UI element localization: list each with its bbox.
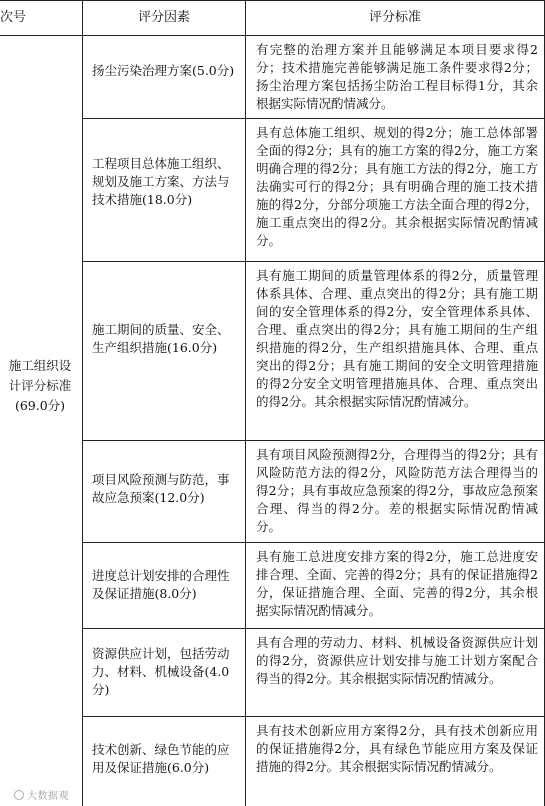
factor-cell: 项目风险预测与防范，事故应急预案(12.0分) bbox=[92, 472, 230, 505]
row-divider bbox=[82, 440, 545, 441]
row-divider bbox=[82, 118, 545, 119]
header-factor: 评分因素 bbox=[137, 10, 190, 25]
watermark bbox=[14, 787, 69, 802]
watermark-logo-icon bbox=[14, 790, 24, 800]
header-standard: 评分标准 bbox=[368, 10, 421, 25]
standard-cell: 具有施工总进度安排方案的得2分，施工总进度安排合理、全面、完善的得2分；具有的保证措施得2分，保证措施合理、全面、完善的得2分，其余根据实际情况酌情减分。 bbox=[256, 549, 538, 618]
factor-cell: 扬尘污染治理方案(5.0分) bbox=[92, 63, 235, 78]
factor-cell: 施工期间的质量、安全、生产组织措施(16.0分) bbox=[92, 322, 230, 355]
standard-cell: 具有项目风险预测得2分，合理得当的得2分；具有风险防范方法的得2分，风险防范方法合理得当的得2分；具有事故应急预案的得2分，事故应急预案合理、得当的得2分。差的根据实际情况酌情减分。 bbox=[256, 447, 538, 534]
factor-cell: 技术创新、绿色节能的应用及保证措施(6.0分) bbox=[92, 742, 230, 775]
row-divider bbox=[82, 716, 545, 717]
row-divider bbox=[82, 628, 545, 629]
standard-cell: 具有施工期间的质量管理体系的得2分，质量管理体系具体、合理、重点突出的得2分；具有施工期间的安全管理体系的得2分，安全管理体系具体、合理、重点突出的得2分；具有施工期间的生产组织措施的得2分，生产组织措施具体、合理、重点突出的得2分；具有施工期间的安全文明管理措施的得2分安全文明管理措施具体、合理、重点突出的得2分。其余根据实际情况酌情减分。 bbox=[256, 268, 538, 409]
standard-cell: 有完整的治理方案并且能够满足本项目要求得2分；技术措施完善能够满足施工条件要求得2分；扬尘治理方案包括扬尘防治工程目标得1分，其余根据实际情况酌情减分。 bbox=[256, 42, 538, 111]
row-divider bbox=[82, 261, 545, 262]
standard-cell: 具有总体施工组织、规划的得2分；施工总体部署全面的得2分；具有的施工方案的得2分，施工方案明确合理的得2分；具有施工方法的得2分，施工方法确实可行的得2分；具有明确合理的施工技术措施的得2分，分部分项施工方法全面合理的得2分，施工重点突出的得2分。其余根据实际情况酌情减分。 bbox=[256, 125, 538, 248]
factor-cell: 工程项目总体施工组织、规划及施工方案、方法与技术措施(18.0分) bbox=[92, 156, 230, 207]
factor-cell: 资源供应计划，包括劳动力、材料、机械设备(4.0分) bbox=[92, 646, 230, 697]
standard-cell: 具有技术创新应用方案得2分，具有技术创新应用的保证措施得2分，具有绿色节能应用方案及保证措施的得2分。其余根据实际情况酌情减分。 bbox=[256, 723, 538, 774]
category-label: 施工组织设计评分标准(69.0分) bbox=[8, 358, 72, 413]
header-col1: 次号 bbox=[0, 10, 27, 25]
row-divider bbox=[82, 542, 545, 543]
standard-cell: 具有合理的劳动力、材料、机械设备资源供应计划的得2分，资源供应计划安排与施工计划方案配合得当的得2分。其余根据实际情况酌情减分。 bbox=[256, 635, 538, 686]
factor-cell: 进度总计划安排的合理性及保证措施(8.0分) bbox=[92, 568, 230, 601]
watermark-text: 大数据观 bbox=[27, 791, 69, 802]
